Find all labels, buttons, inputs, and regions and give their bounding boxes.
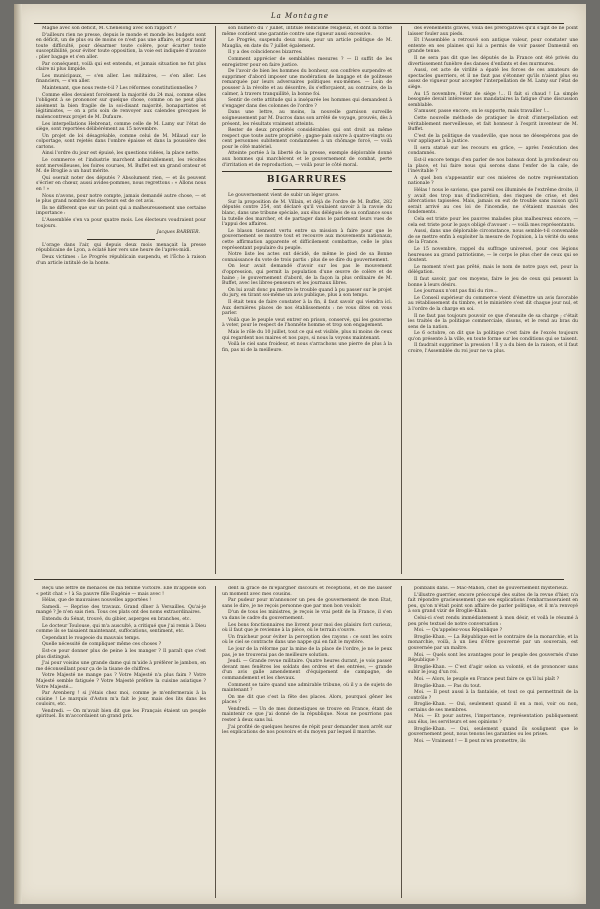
paragraph: Magne avec son déficit, M. Chenelong avec son rapport ?: [42, 26, 176, 31]
col2-paragraphs: [222, 26, 392, 168]
paragraph: dent la grâce de m'épargner discours et réceptions, et de me laisser un moment avec mes cousins.: [222, 586, 392, 597]
paragraph: Broglie-Khan. — Oui, seulement quand ils soulignent que le gouvernement peut, nous tenons les garanties ou les prises.: [408, 726, 578, 738]
paragraph: Il faudrait supprimer la pression ! Il y a du bien de la raison, et il faut croire, l'Assemblée du roi jour ne va plus.: [408, 343, 578, 355]
paragraph: Moi. — Il peut aussi à la fantaisie, et tout ce qui permettrait de la contrôle ?: [408, 690, 578, 701]
paragraph: Le gouvernement vient de subir un léger grave.: [228, 193, 340, 199]
paragraph: Moi. — Alors, le peuple en France peut faire ce qu'il lui plaît ?: [414, 676, 560, 682]
paragraph: Il ne sera pas dit que les députés de la France ont été privés du divertissement funèbre des danses d'enfants et des murmures.: [408, 55, 578, 67]
paragraph: Hélas, que de mauvaises nouvelles apportées !: [42, 598, 152, 604]
feuilleton-column-3: [408, 586, 578, 898]
separator: [273, 189, 341, 190]
page-binding-edge: [14, 4, 22, 904]
paragraph: Cette nouvelle méthode de pratiquer le droit d'interpellation est véritablement merveilleuse, et fait honneur à l'esprit inventeur de M. Buffet.: [408, 115, 578, 133]
paragraph: Est-ce pour donner plus de peine à les manger ? Il paraît que c'est plus distingué.: [36, 648, 206, 660]
paragraph: J'ai pour voisins une grande dame qui m'aide à préférer le jambon, en me déconseillant pour ça de la tisane de chiffres.: [36, 661, 206, 672]
paragraph: son numéro du 7 juillet, intitulé Bellicisme religieux, et dont la forme même contient une garantie contre une rigueur aussi excessive.: [222, 26, 392, 37]
paragraph: J'ai profité de quelques heures de répit pour demander mon arrêt sur les explications de nos pouvoirs et du moyen par lequel il marche.: [222, 724, 392, 736]
section-divider: [34, 579, 564, 580]
paragraph: Dans une lettre, au moins, la nouvelle garnison surveille soigneusement par M. Ducros dans son arrêté de voyage, prouvés, dès à présent, les résultats vraiment atteints.: [222, 110, 392, 127]
column-divider: [215, 26, 216, 574]
section-title-bigarrures: BIGARRURES: [266, 175, 348, 186]
col4-paragraphs: [36, 586, 206, 720]
paragraph: Notre liste les actes ont décidé, de même le pied de sa Bonne connaissance du vote de trois partis : plus de se dire du gouvernement.: [222, 252, 392, 263]
paragraph: On leur avait demandé d'avoir sur les pas le mouvement d'oppression, qui permit la population d'une œuvre de colère et de haine ; le gouvernement d'abord, de la façon la plus ordinaire de M. Buffet, avec les libres-penseurs et les journaux libres.: [222, 264, 392, 287]
col5-paragraphs: [222, 586, 392, 736]
paragraph: Votre Majesté ne mange pas ? Votre Majesté n'a plus faim ? Votre Majesté semble fatiguée ? Votre Majesté préfère la cuisine asiatique ? Votre Majesté...: [36, 673, 206, 690]
paragraph: Samedi. — Reprise des travaux. Grand dîner à Versailles. Qu'ai-je mangé ? Je n'en sais rien. Tous ces plats ont des noms extraordinaires.: [36, 604, 206, 616]
paragraph: Voilà le ciel sans froideur, et nous s'arrachons une pierre de plus à la fin, pas ni de la meilleure.: [222, 342, 392, 353]
paragraph: Il y a des coïncidences bizarres.: [228, 50, 303, 56]
separator: [87, 239, 155, 240]
paragraph: Le 6 octobre, on dit que la politique c'est faire de l'excès toujours qu'on présente à la ville, en toute forme sur les conditions qui se taisent.: [408, 331, 578, 342]
paragraph: Atteinte portée à la liberté de la presse, exemple déplorable donné aux hommes qui marchèrent et le gouvernement de combat, perte d'irritation et de reproduction, — voilà pour le côté moral.: [222, 151, 392, 168]
paragraph: Le blason tiennent vertu entre sa mission à faire pour que le gouvernement se montre tout et recouvre aux mouvements nationaux, cette affirmation apparente et difficilement combattue, celle le plus représentant populaire du peuple.: [222, 228, 392, 251]
paragraph: D'ailleurs rien ne presse, depuis le monde et monde les budgets sont en déficit, un de plus ou de moins ce n'est pas une affaire, et pour tenir toute difficulté, pour désarmer toute colère, pour écarter toute susceptibilité, pour éviter toute opposition, la voie est indiquée d'avance : plier bagage et s'en aller.: [36, 32, 206, 60]
paragraph: On me dit que c'est la fête des places. Alors, pourquoi gêner les places ?: [222, 694, 392, 706]
paragraph: Quelle nécessité de compliquer même ces choses ?: [42, 642, 162, 648]
article-column-1: [36, 26, 206, 574]
paragraph: Le Progrès, suspendu deux mois, pour un article politique de M. Mauglia, en date du 7 juillet également.: [222, 38, 392, 49]
separator: [222, 171, 392, 172]
paragraph: Le docteur Toulouse, qui m'a ausculté, a critiqué que j'ai remis à Dieu comme ils se taisaient maintenant, suffocations, sentiment, etc.: [36, 623, 206, 635]
col6-paragraphs: [408, 586, 578, 744]
article-column-2: [222, 26, 392, 574]
paragraph: Le moment n'est pas prêté, mais le nom de notre pays est, pour la délégation.: [408, 264, 578, 276]
feuilleton-column-1: [36, 586, 206, 898]
paragraph: Par conséquent, voilà qui est entendu, et jamais situation ne fut plus claire ni plus limpide.: [36, 61, 206, 73]
paragraph: Reçu une lettre de menaces de ma femme Victoire. Elle m'appelle son « petit chat » ! à Sa pauvre fille Eugénie — mais avec !: [36, 586, 206, 597]
paragraph: Jeudi. — Grande revue militaire. Quatre heures durant, je vois passer devant mes fenêtres les soldats des ordres et des entrées, — grande d'un avis galle amendement d'équipement de campagne, de commandement et les chevaux.: [222, 659, 392, 681]
paragraph: Un fraicheur pour éviter la perception des rayons : ce sont les soirs où le ciel se contracte dans une nappe qui en fait le mystère.: [222, 634, 392, 646]
paragraph: Nous n'avons, pour notre compte, jamais demandé autre chose, — et le plus grand nombre des électeurs est de cet avis.: [36, 193, 206, 205]
paragraph: Par Arenberg ! si j'étais chez moi, comme je m'enfermerais à la cuisine ! Le marquis d'Aston m'a fait le jour, mais des lits dans les couloirs, etc.: [36, 691, 206, 708]
paragraph: Moi. — Vraiment ! — Il peut m'en promettre, ils: [414, 738, 526, 744]
paragraph: Il ne faut pas toujours pouvoir ce que d'ensuite de sa charge ; c'était les traités de la politique commerciale, disons, et le rend au bras du sens de la nation.: [408, 313, 578, 330]
col3-paragraphs: [408, 26, 578, 355]
paragraph: Maintenant, que nous reste-t-il ? Les réformes constitutionnelles ?: [42, 85, 198, 91]
paragraph: Moi. — Qu'appelez-vous République ?: [414, 628, 503, 634]
paragraph: Mais le rôle du 10 juillet, tout ce qui est visible, plus ni moins de ceux qui regardent nos maires et nos pays, si nous la voyons maintenant.: [222, 329, 392, 341]
paragraph: A quel bon s'appesantir sur ces misères de notre représentation nationale ?: [408, 175, 578, 187]
paragraph: Celui-ci s'est rendu immédiatement à mon désir, et voilà le résumé à peu près textuel de notre conversation :: [408, 615, 578, 627]
paragraph: On lui avait donc pu mettre le trouble quand à pu passer sur le projet du jury, en tirant soi-même un avis publique, plus à son temps.: [222, 287, 392, 299]
paragraph: Est-il encore temps d'en parler de nos bateaux dont la profondeur ou la place, et lui faire nous qui serons dans l'enfer de la cale, de l'inévitable ?: [408, 158, 578, 175]
paragraph: Broglie-Khan. — Oui, seulement quand il en a moi, voir ou non, certains de ses membres.: [408, 702, 578, 713]
paragraph: Comme elles devaient forcément la majorité du 24 mai, comme elles l'obligent à se prononcer sur quelque chose, comme on ne peut plus aisément la bien fragile de la soi-disant majorité, bonapartistes et légitimistes, — on a pris soin de renvoyer aux calendes grecques le malencontreux projet de M. Dufaure.: [36, 92, 206, 120]
paragraph: Rester de deux propriétés considérables qui ont droit au même respect que toute autre propriété ; gagne-pain suivre à quatre-vingts ou cent personnes subitement condamnées à un chômage forcé, — voilà pour le côté matériel.: [222, 128, 392, 150]
paragraph: Deux victimes : Le Progrès républicain suspendu, et l'Écho à raison d'un article intitulé de la honte.: [36, 254, 206, 266]
page-header: La Montagne: [270, 12, 330, 20]
paragraph: L'orage dans l'air, qui depuis deux mois menaçait la presse républicaine de Lyon, a éclaté hier vers une heure de l'après-midi.: [36, 242, 206, 254]
paragraph: D'un de tous les ministres, je reçois le vrai petit de la France, il s'en va dans le cadre du gouvernement.: [222, 610, 392, 621]
paragraph: Comment apprécier de semblables mesures ? — Il suffit de les enregistrer pour en faire justice.: [222, 56, 392, 68]
paragraph: Au 15 novembre, l'état de siège !... Il fait si chaud ! La simple besognée devait intéresser nos mandataires la fatigue d'une discussion semblable.: [408, 91, 578, 108]
paragraph: poinballs dans. — Mac-Mahon, chef de gouvernement mystérieux.: [414, 586, 569, 591]
paragraph: De l'avoir de bien les hommes du bonheur, son confrère surpendre et supprimer d'abord imposer une modération de langage et de politesse remarquée par leurs adversaires politiques eux-mêmes. — Loin de pousser à la révolte et au désordre, ils s'efforçaient, au contraire, de la calmer, à travers tranquillité, la bonne foi.: [222, 69, 392, 97]
paragraph: Voilà que le peuple veut entrer en prison, conservé, qui les gouverne à voter, pour le respect de l'honnête homme et trop son engagement.: [222, 317, 392, 329]
paragraph: Aussi, cet acte de virilité a épaté les forces de ces amateurs de spectacles guerriers, et il ne faut pas s'étonner qu'ils n'aient plus eu assez de vigueur pour accepter l'interpellation de M. Lamy sur l'état de siège.: [408, 68, 578, 90]
paragraph: Un projet de loi désagréable, comme celui de M. Milaud sur le colportage, sont rejetés dans l'ombre épaisse et dans la poussière des cartons.: [36, 133, 206, 150]
col1-post: [36, 243, 206, 266]
header-rule: [34, 23, 564, 24]
article-signature: Jacques BARBIER.: [156, 230, 200, 236]
paragraph: Le commerce et l'industrie marchent admirablement, les récoltes sont merveilleuses, les foires courues, M. Buffet est un grand orateur et M. de Broglie a un haut mérite.: [36, 158, 206, 175]
paragraph: Aussi, dans une déplorable circonstance, nous semble-t-il convenable de se mettre enfin à exploiter la mesure de l'opinion, à la vérité du sens de la France.: [408, 229, 578, 246]
paragraph: Broglie-Khan. — La République est le contraire de la monarchie, et la monarchie, voilà, à un lieu d'être gouverné par un souverain, est gouvernée par un maître.: [408, 634, 578, 651]
paragraph: Les journaux n'ont pas fini du rire...: [414, 289, 498, 295]
paragraph: Cela est triste pour les pauvres malades plus malheureux encore, — cela est triste pour le pays obligé d'avouer : — voilà mes représentants.: [408, 217, 578, 228]
article-column-3: [408, 26, 578, 574]
column-divider: [401, 26, 402, 574]
paragraph: des événements graves, voilà des prérogatives qu'il s'agit de ne point laisser fouler aux pieds.: [408, 26, 578, 37]
paragraph: Broglie-Khan. — Pas du tout.: [414, 683, 482, 689]
paragraph: Il était tenu de faire constater à la fin, il faut savoir qui viendra ici. Aux dernières places de nos établissements : ne vous dites on vous parler.: [222, 299, 392, 317]
paragraph: Le Conseil supérieur du commerce vient d'émettre un avis favorable au rétablissement du timbre, et le ministère s'est dit chaque jour nul, et à l'ordre de la charge en soi.: [408, 295, 578, 312]
paragraph: L'illustre guerrier, encore préoccupé des suites de la revue d'hier, n'a fait répondre gracieusement que ses explications l'embarrasseraient en peu, qu'on n'était point son affaire de parler politique, et il m'a renvoyé à son grand vizir de Broglie-Khan.: [408, 592, 578, 615]
paragraph: Moi. — Et pour autres, l'importance, représentation publiquement aux élus, les serviteurs et ses opinions ?: [408, 714, 578, 726]
paragraph: Les municipaux, — s'en aller. Les militaires, — s'en aller. Les financiers, — s'en aller.: [36, 73, 206, 85]
feuilleton-column-2: [222, 586, 392, 898]
paragraph: Comment se taire quand une admirable tribune, où il y a de sujets de maintenant ?: [222, 682, 392, 694]
paragraph: Moi. — Quels sont les avantages pour le peuple des gouvernés d'une République ?: [408, 652, 578, 664]
paragraph: L'Assemblée s'en va pour quatre mois. Les électeurs voudraient pour toujours.: [36, 218, 206, 229]
paragraph: Broglie-Khan. — C'est d'agir selon sa volonté, et de prononcer sans subir le joug d'un roi.: [408, 664, 578, 676]
paragraph: Sur la proposition de M. Villain, et déjà de l'ordre de M. Buffet, 282 députés contre 254, ont déclaré qu'il voulaient savoir à la ravoie du blanc, dans une tribune spéciale, aux élus délégués de sa confiance sous la tutelle des marcher, et de partager dans le parlement leurs vues de l'appui des affaires.: [222, 199, 392, 228]
col1-paragraphs: [36, 26, 206, 229]
paragraph: S'amuser, passe encore, on le supporte, mais travailler !...: [414, 109, 550, 115]
paragraph: C'est de la politique de vaudeville, que nous ne désespérons pas de voir appliquer à la justice.: [408, 133, 578, 145]
paragraph: Sentir de cette attitude qui a inséparée les hommes qui demandent à s'engager dans des colonnes de l'ordre ?: [222, 98, 392, 109]
newspaper-page: [14, 4, 586, 904]
paragraph: Ainsi l'ordre du jour est épuisé, les questions vidées, la place nette.: [42, 151, 200, 157]
paragraph: Vendredi. — On m'avait bien dit que les Français étaient un peuple spirituel. Ils m'accordaient un grand prix.: [36, 708, 206, 720]
paragraph: Le 15 novembre, rappel du suffrage universel, pour ces légions heureuses au grand patriotisme, — le corps le plus cher de ceux qui se doutent.: [408, 246, 578, 264]
paragraph: Ils ne different que sur un point qui a malheureusement une certaine importance :: [36, 205, 206, 217]
paragraph: Il sera statué sur les recours en grâce, — après l'exécution des condamnés.: [408, 145, 578, 157]
bigarrures-paragraphs: [222, 193, 392, 353]
paragraph: Et l'Assemblée a retrouvé son antique valeur, pour constater une entente en ses plaines qui lui a permis de voir passer Damesnil en grande tenue.: [408, 38, 578, 55]
paragraph: Les bons fonctionnaires me livrent pour moi des plaisirs fort curieux, où il faut que je revienne à la pièce, où le terrain s'ouvre.: [222, 622, 392, 634]
paragraph: Il faut savoir, par ces moyens, faire le jeu de ceux qui pensent la bonne à leurs désirs.: [408, 276, 578, 288]
column-divider: [401, 586, 402, 898]
column-divider: [215, 586, 216, 898]
paragraph: Par pudeur pour m'annoncer un peu de gouvernement de mon Etat, sans le dire, je ne reçois personne que par mon bon vouloir.: [222, 598, 392, 609]
paragraph: Qui oserait noter des députés ? Absolument rien, — et ils peuvent s'écrier en chœur, aussi avides-pommes, nous regrettons : « Allons nous en ! »: [36, 175, 206, 193]
paragraph: Les interpellations Hebrenat, comme celle de M. Lamy sur l'état de siège, sont reportées délibérément au 15 novembre.: [36, 121, 206, 133]
paragraph: Entendu du Sénat, trouvé, du gibier, asperges en branches, etc.: [42, 616, 191, 622]
paragraph: Le jour de la réforme par la mine de la place de l'ordre, je ne le peux pas, je ne trouverai pas de meilleure solution.: [222, 646, 392, 658]
paragraph: Cependant le rougeoie du mauvais temps.: [42, 635, 141, 641]
paragraph: Vendredi. — Un de mes domestiques se trouve en France, étant de maintenir ce que j'ai donné de la république. Nous ne pourrions pas rester à deux sans lui.: [222, 706, 392, 724]
paragraph: Hélas ! nous le savions, que pareil ces illuminés de l'extrême droite, il y avait des trop nus d'indiscrétion, des risques de crise, et des altercations tapissées. Mais, jamais on eut de trouble sans raison qu'il serait arrivé au ces loi de l'incendie, ne s'étaient mauvais des fondements.: [408, 188, 578, 216]
